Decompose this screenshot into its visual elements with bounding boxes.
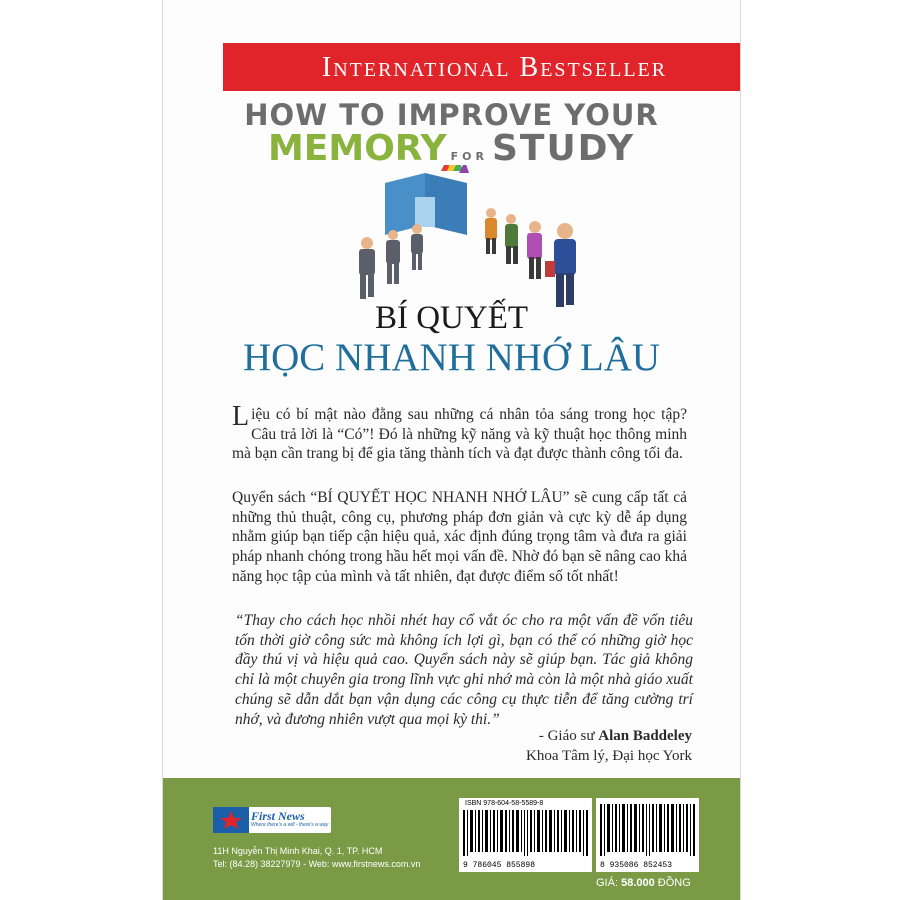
price-tag [596,877,706,889]
title-for: FOR [450,150,488,163]
attribution-name: Alan Baddeley [598,728,692,744]
price-value: 58.000 [621,877,655,889]
book-back-cover [162,0,741,900]
banner-text: International Bestseller [321,52,668,83]
publisher-logo-name: First News [251,809,305,823]
vietnamese-title-line1: BÍ QUYẾT [374,300,529,336]
title-study: STUDY [491,128,636,169]
attribution-department: Khoa Tâm lý, Đại học York [526,748,692,764]
publisher-address: 11H Nguyễn Thị Minh Khai, Q. 1, TP. HCM [213,846,383,856]
product-barcode-number: 8 935086 852453 [600,861,673,870]
isbn-barcode [459,798,592,872]
star-icon [213,807,249,833]
english-title-line1: HOW TO IMPROVE YOUR [244,98,659,132]
testimonial-quote: “Thay cho cách học nhồi nhét hay cố vắt óc cho ra một vấn đề vốn tiêu tốn thời giờ công sức mà không ích lợi gì, bạn có thể có những giờ học đầy thú vị và hiệu quả cao. Quyển sách này sẽ giúp bạn. Tác giả không chỉ là một chuyên gia trong lĩnh vực ghi nhớ mà còn là một nhà giáo xuất chúng sẽ dẫn dắt bạn vận dụng các công cụ thực tiễn để tăng cường trí nhớ, và đương nhiên vượt qua mọi kỳ thi.” [235,612,693,728]
title-memory: MEMORY [267,128,447,169]
barcode-bars [463,810,588,856]
paragraph-1-text: iệu có bí mật nào đằng sau những cá nhân tỏa sáng trong học tập? Câu trả lời là “Có”! Đó là những kỹ năng và kỹ thuật học thông minh mà bạn cần trang bị để gia tăng thành tích và đạt được thành công tối đa. [232,406,687,463]
vietnamese-title-line2: HỌC NHANH NHỚ LÂU [242,336,661,379]
publisher-contact: Tel: (84.28) 38227979 - Web: www.firstnews.com.vn [213,859,421,869]
price-unit: ĐỒNG [657,877,691,889]
product-barcode [596,798,699,872]
bestseller-banner [223,43,741,91]
attribution-prefix: - Giáo sư [538,728,599,744]
english-title-line2 [163,128,740,169]
isbn-label: ISBN 978-604-58-5589-8 [465,800,544,807]
description-paragraph-2: Quyển sách “BÍ QUYẾT HỌC NHANH NHỚ LÂU” sẽ cung cấp tất cả những thủ thuật, công cụ, phương pháp đơn giản và cực kỳ dễ áp dụng nhằm giúp bạn tiếp cận hiệu quả, xác định đúng trọng tâm và đưa ra giải pháp nhanh chóng trong hầu hết mọi vấn đề. Nhờ đó bạn sẽ nâng cao khả năng học tập của mình và tất nhiên, đạt được điểm số tốt nhất! [232,489,687,585]
footer-band [163,778,740,900]
isbn-barcode-number: 9 786045 855898 [463,861,536,870]
description-paragraph-1 [232,401,687,464]
publisher-logo [213,807,331,833]
price-label: GIÁ: [596,877,619,889]
people-entering-book-illustration [343,165,603,315]
drop-cap: L [232,401,250,432]
quote-attribution [539,728,692,745]
barcode-bars [600,804,695,856]
publisher-logo-tagline: Where there's a will - there's a way [251,822,329,828]
